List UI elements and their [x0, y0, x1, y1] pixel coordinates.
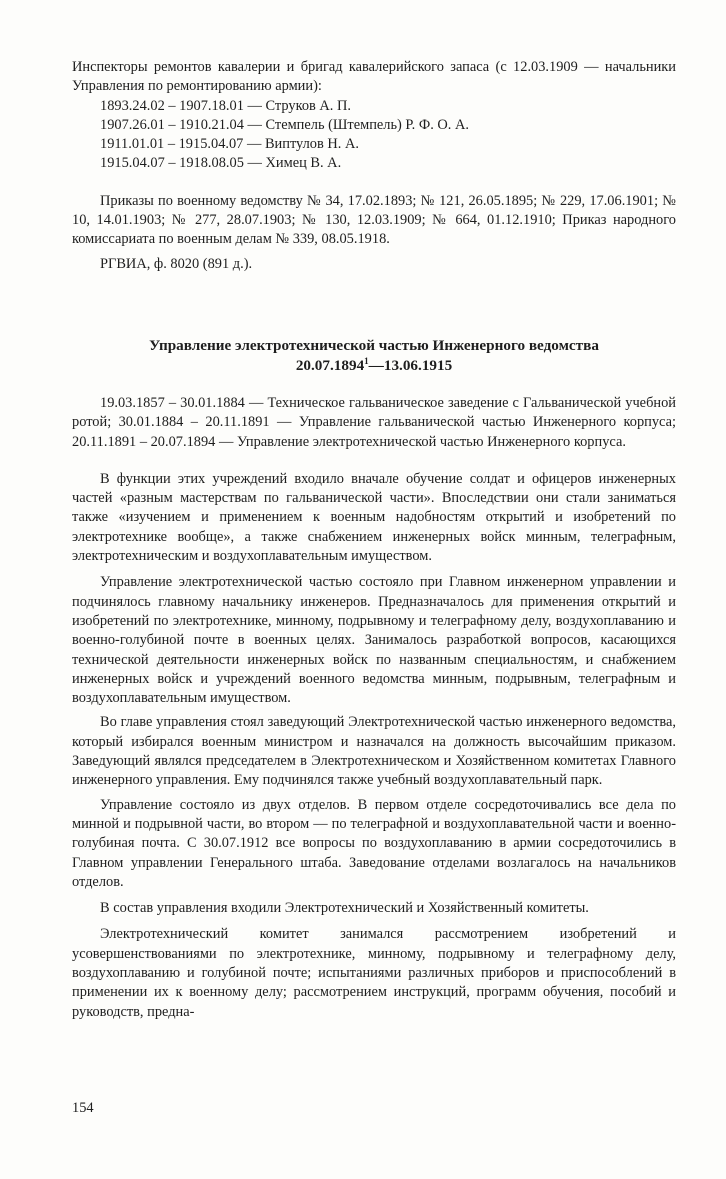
intro-paragraph: Инспекторы ремонтов кавалерии и бригад кавалерийского запаса (с 12.03.1909 — начальники Управления по ремонтированию армии): [72, 59, 676, 95]
body-paragraph: Управление электротехнической частью состояло при Главном инженерном управлении и подчинялось главному начальнику инженеров. Предназначалось для применения открытий и изобретений по электротехнике, минному, подрывному и телеграфному делу, воздухоплаванию и военно-голубиной почте в военных целях. Занималось разработкой вопросов, касающихся технической деятельности инженерных войск по названным специальностям, и снабжением инженерных войск и учреждений военного ведомства минным, подрывным, телеграфным и воздухоплавательным имуществом. [72, 574, 676, 707]
list-item: 1915.04.07 – 1918.08.05 — Химец В. А. [100, 155, 342, 172]
body-paragraph: В состав управления входили Электротехнический и Хозяйственный комитеты. [100, 900, 589, 917]
page-number: 154 [72, 1100, 94, 1116]
title-date-end: —13.06.1915 [368, 356, 453, 374]
title-date-start: 20.07.1894 [295, 356, 365, 374]
body-paragraph: В функции этих учреждений входило вначале обучение солдат и офицеров инженерных частей «разным мастерствам по гальванической части». Впоследствии они стали заниматься также «изучением и применением к военным надобностям открытий и изобретений по электротехнике вообще», а также снабжением инженерных войск минным, телеграфным, электротехническим и воздухоплавательным имуществом. [72, 470, 676, 565]
list-item: 1907.26.01 – 1910.21.04 — Стемпель (Штемпель) Р. Ф. О. А. [100, 116, 469, 133]
section-title-line2 [72, 356, 676, 376]
footnote-mark: 1 [364, 355, 369, 366]
body-paragraph: Электротехнический комитет занимался рассмотрением изобретений и усовершенствованиями по электротехнике, минному, подрывному и телеграфному делу, воздухоплаванию и голубиной почте; испытаниями различных приборов и приспособлений в применении их к военному делу; рассмотрением инструкций, программ обучения, пособий и руководств, предна- [72, 926, 676, 1020]
page-body [72, 58, 676, 1022]
history-paragraph: 19.03.1857 – 30.01.1884 — Техническое гальваническое заведение с Гальванической учебной ротой; 30.01.1884 – 20.11.1891 — Управление гальванической частью Инженерного корпуса; 20.11.1891 – 20.07.1894 — Управление электротехнической частью Инженерного корпуса. [72, 394, 676, 450]
section-title [72, 336, 676, 376]
list-item: 1911.01.01 – 1915.04.07 — Виптулов Н. А. [100, 136, 359, 153]
body-paragraph: Во главе управления стоял заведующий Электротехнической частью инженерного ведомства, который избирался военным министром и назначался на должность высочайшим приказом. Заведующий являлся председателем в Электротехническом и Хозяйственном комитетах Главного инженерного управления. Ему подчинялся также учебный воздухоплавательный парк. [72, 714, 676, 789]
body-paragraph: Управление состояло из двух отделов. В первом отделе сосредоточивались все дела по минной и подрывной части, во втором — по телеграфной и воздухоплавательной части и военно-голубиная почта. С 30.07.1912 все вопросы по воздухоплаванию в армии сосредоточились в Главном управлении Генерального штаба. Заведование отделами возлагалось на начальников отделов. [72, 796, 676, 890]
archive-reference: РГВИА, ф. 8020 (891 д.). [100, 255, 253, 272]
list-item: 1893.24.02 – 1907.18.01 — Струков А. П. [100, 97, 351, 114]
section-title-line1: Управление электротехнической частью Инженерного ведомства [149, 336, 599, 354]
orders-paragraph: Приказы по военному ведомству № 34, 17.02.1893; № 121, 26.05.1895; № 229, 17.06.1901; № 10, 14.01.1903; № 277, 28.07.1903; № 130, 12.03.1909; № 664, 01.12.1910; Приказ народного комиссариата по военным делам № 339, 08.05.1918. [72, 192, 676, 248]
inspectors-list [100, 97, 676, 174]
